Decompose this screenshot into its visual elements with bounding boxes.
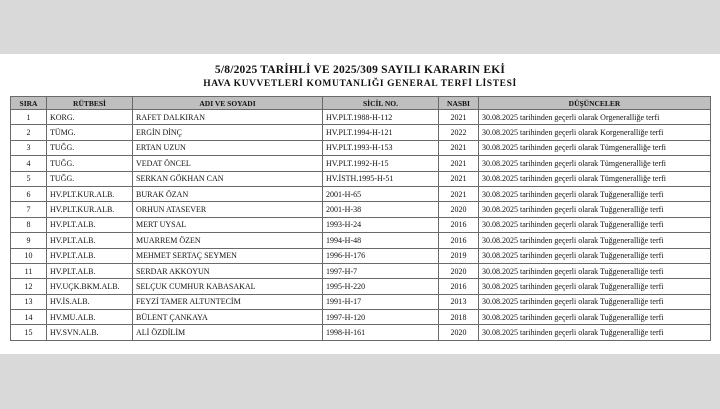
header-sira: SIRA — [11, 97, 47, 110]
cell-dusunce: 30.08.2025 tarihinden geçerli olarak Orgeneralliğe terfi — [479, 110, 711, 125]
table-row — [11, 310, 711, 325]
cell-name: ERGİN DİNÇ — [133, 125, 323, 140]
cell-dusunce: 30.08.2025 tarihinden geçerli olarak Tuğgeneralliğe terfi — [479, 279, 711, 294]
document-sheet — [0, 54, 720, 354]
cell-rutbe: KORG. — [47, 110, 133, 125]
cell-name: SELÇUK CUMHUR KABASAKAL — [133, 279, 323, 294]
cell-sicil: 2001-H-65 — [323, 186, 439, 201]
cell-dusunce: 30.08.2025 tarihinden geçerli olarak Tuğgeneralliğe terfi — [479, 233, 711, 248]
cell-name: SERDAR AKKOYUN — [133, 263, 323, 278]
table-row — [11, 140, 711, 155]
cell-sira: 1 — [11, 110, 47, 125]
table-row — [11, 171, 711, 186]
table-row — [11, 294, 711, 309]
cell-dusunce: 30.08.2025 tarihinden geçerli olarak Tuğgeneralliğe terfi — [479, 202, 711, 217]
cell-nasbi: 2020 — [439, 202, 479, 217]
cell-rutbe: HV.UÇK.BKM.ALB. — [47, 279, 133, 294]
cell-nasbi: 2021 — [439, 110, 479, 125]
cell-name: ORHUN ATASEVER — [133, 202, 323, 217]
table-row — [11, 279, 711, 294]
cell-sira: 6 — [11, 186, 47, 201]
table-row — [11, 263, 711, 278]
table-row — [11, 325, 711, 340]
header-dusunceler: DÜŞÜNCELER — [479, 97, 711, 110]
cell-sicil: 1994-H-48 — [323, 233, 439, 248]
cell-name: MERT UYSAL — [133, 217, 323, 232]
table-row — [11, 217, 711, 232]
cell-sicil: HV.PLT.1994-H-121 — [323, 125, 439, 140]
header-rutbesi: RÜTBESİ — [47, 97, 133, 110]
cell-rutbe: HV.İS.ALB. — [47, 294, 133, 309]
cell-sicil: HV.PLT.1988-H-112 — [323, 110, 439, 125]
cell-nasbi: 2020 — [439, 325, 479, 340]
header-adi-soyadi: ADI VE SOYADI — [133, 97, 323, 110]
cell-sicil: HV.İSTH.1995-H-51 — [323, 171, 439, 186]
cell-dusunce: 30.08.2025 tarihinden geçerli olarak Tümgeneralliğe terfi — [479, 171, 711, 186]
cell-dusunce: 30.08.2025 tarihinden geçerli olarak Korgeneralliğe terfi — [479, 125, 711, 140]
cell-name: BURAK ÖZAN — [133, 186, 323, 201]
cell-rutbe: TUĞG. — [47, 171, 133, 186]
document-title: 5/8/2025 TARİHLİ VE 2025/309 SAYILI KARARIN EKİ — [214, 64, 506, 76]
cell-rutbe: HV.PLT.ALB. — [47, 263, 133, 278]
table-row — [11, 233, 711, 248]
cell-rutbe: HV.SVN.ALB. — [47, 325, 133, 340]
cell-name: ALİ ÖZDİLİM — [133, 325, 323, 340]
cell-nasbi: 2021 — [439, 186, 479, 201]
table-header-row — [11, 97, 711, 110]
cell-rutbe: HV.PLT.KUR.ALB. — [47, 202, 133, 217]
cell-sicil: 1993-H-24 — [323, 217, 439, 232]
cell-sira: 14 — [11, 310, 47, 325]
table-row — [11, 202, 711, 217]
cell-nasbi: 2016 — [439, 233, 479, 248]
cell-rutbe: TUĞG. — [47, 140, 133, 155]
cell-name: RAFET DALKIRAN — [133, 110, 323, 125]
cell-sira: 10 — [11, 248, 47, 263]
table-row — [11, 248, 711, 263]
cell-sira: 2 — [11, 125, 47, 140]
cell-dusunce: 30.08.2025 tarihinden geçerli olarak Tuğgeneralliğe terfi — [479, 263, 711, 278]
cell-dusunce: 30.08.2025 tarihinden geçerli olarak Tuğgeneralliğe terfi — [479, 248, 711, 263]
cell-nasbi: 2021 — [439, 140, 479, 155]
document-subtitle: HAVA KUVVETLERİ KOMUTANLIĞI GENERAL TERFİ LİSTESİ — [203, 79, 517, 89]
cell-name: SERKAN GÖKHAN CAN — [133, 171, 323, 186]
cell-name: BÜLENT ÇANKAYA — [133, 310, 323, 325]
cell-nasbi: 2021 — [439, 156, 479, 171]
cell-dusunce: 30.08.2025 tarihinden geçerli olarak Tuğgeneralliğe terfi — [479, 186, 711, 201]
cell-nasbi: 2019 — [439, 248, 479, 263]
cell-dusunce: 30.08.2025 tarihinden geçerli olarak Tuğgeneralliğe terfi — [479, 217, 711, 232]
cell-rutbe: HV.PLT.ALB. — [47, 233, 133, 248]
cell-sira: 9 — [11, 233, 47, 248]
cell-rutbe: TÜMG. — [47, 125, 133, 140]
header-sicil-no: SİCİL NO. — [323, 97, 439, 110]
cell-dusunce: 30.08.2025 tarihinden geçerli olarak Tümgeneralliğe terfi — [479, 156, 711, 171]
cell-sicil: 1998-H-161 — [323, 325, 439, 340]
cell-dusunce: 30.08.2025 tarihinden geçerli olarak Tuğgeneralliğe terfi — [479, 310, 711, 325]
cell-sicil: 1997-H-7 — [323, 263, 439, 278]
cell-nasbi: 2016 — [439, 217, 479, 232]
cell-sira: 11 — [11, 263, 47, 278]
cell-rutbe: TUĞG. — [47, 156, 133, 171]
table-row — [11, 110, 711, 125]
cell-name: VEDAT ÖNCEL — [133, 156, 323, 171]
header-nasbi: NASBI — [439, 97, 479, 110]
cell-nasbi: 2022 — [439, 125, 479, 140]
cell-sicil: HV.PLT.1992-H-15 — [323, 156, 439, 171]
cell-name: ERTAN UZUN — [133, 140, 323, 155]
cell-sira: 5 — [11, 171, 47, 186]
cell-sira: 7 — [11, 202, 47, 217]
cell-sira: 8 — [11, 217, 47, 232]
cell-dusunce: 30.08.2025 tarihinden geçerli olarak Tuğgeneralliğe terfi — [479, 294, 711, 309]
cell-sicil: 1995-H-220 — [323, 279, 439, 294]
cell-name: MEHMET SERTAÇ SEYMEN — [133, 248, 323, 263]
cell-sicil: 1991-H-17 — [323, 294, 439, 309]
cell-nasbi: 2013 — [439, 294, 479, 309]
cell-nasbi: 2016 — [439, 279, 479, 294]
cell-nasbi: 2021 — [439, 171, 479, 186]
cell-rutbe: HV.MU.ALB. — [47, 310, 133, 325]
cell-dusunce: 30.08.2025 tarihinden geçerli olarak Tuğgeneralliğe terfi — [479, 325, 711, 340]
table-row — [11, 186, 711, 201]
table-row — [11, 156, 711, 171]
cell-sira: 12 — [11, 279, 47, 294]
cell-rutbe: HV.PLT.KUR.ALB. — [47, 186, 133, 201]
cell-sira: 15 — [11, 325, 47, 340]
cell-sicil: 2001-H-38 — [323, 202, 439, 217]
table-row — [11, 125, 711, 140]
cell-sicil: 1996-H-176 — [323, 248, 439, 263]
cell-nasbi: 2020 — [439, 263, 479, 278]
cell-sira: 13 — [11, 294, 47, 309]
cell-sira: 4 — [11, 156, 47, 171]
cell-sicil: 1997-H-120 — [323, 310, 439, 325]
cell-rutbe: HV.PLT.ALB. — [47, 248, 133, 263]
cell-nasbi: 2018 — [439, 310, 479, 325]
cell-rutbe: HV.PLT.ALB. — [47, 217, 133, 232]
cell-name: FEYZİ TAMER ALTUNTECİM — [133, 294, 323, 309]
cell-name: MUARREM ÖZEN — [133, 233, 323, 248]
promotion-table — [10, 96, 711, 341]
cell-sira: 3 — [11, 140, 47, 155]
cell-dusunce: 30.08.2025 tarihinden geçerli olarak Tümgeneralliğe terfi — [479, 140, 711, 155]
cell-sicil: HV.PLT.1993-H-153 — [323, 140, 439, 155]
